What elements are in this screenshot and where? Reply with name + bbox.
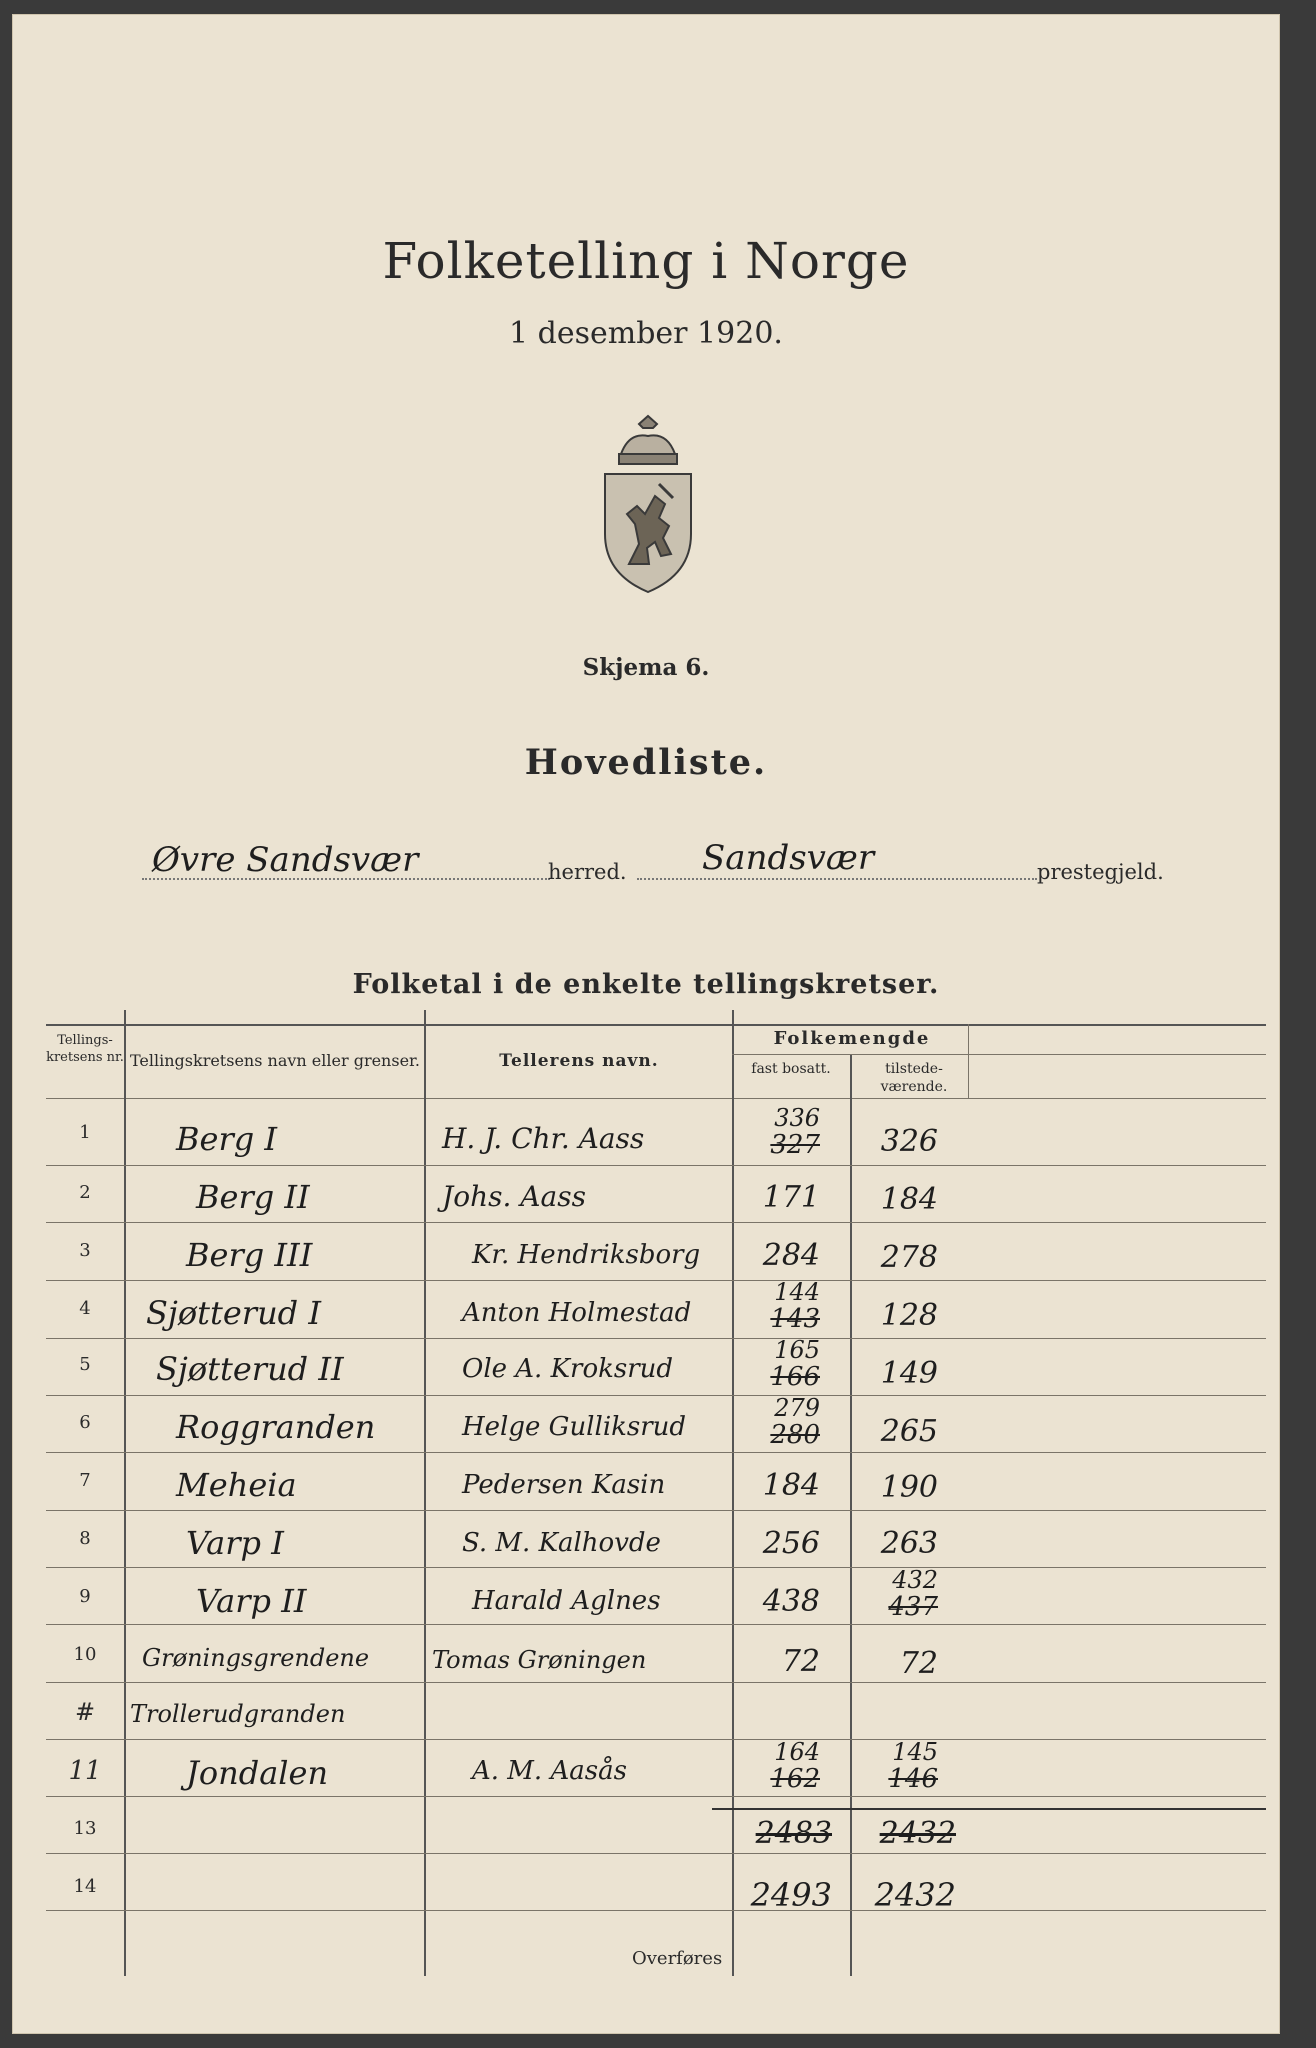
row-tilstede: 263 <box>880 1526 938 1561</box>
row-fast: 72 <box>781 1644 820 1679</box>
row-name: Roggranden <box>176 1408 376 1446</box>
row-fast-old: 280 <box>770 1420 820 1450</box>
herred-dotline <box>142 878 550 880</box>
carry-over-label: Overføres <box>632 1948 723 1969</box>
row-name: Meheia <box>176 1466 297 1504</box>
row-name: Varp II <box>196 1582 307 1620</box>
row-teller: Helge Gulliksrud <box>462 1412 687 1442</box>
row-tilstede: 326 <box>880 1124 938 1159</box>
col-divider <box>424 1010 426 1976</box>
row-name: Sjøtterud I <box>146 1294 321 1332</box>
row-teller: Johs. Aass <box>442 1180 586 1213</box>
row-tilstede: 265 <box>880 1414 938 1449</box>
row-teller: S. M. Kalhovde <box>462 1528 661 1558</box>
row-teller: Harald Aglnes <box>472 1586 661 1616</box>
row-tilstede: 128 <box>880 1298 938 1333</box>
schema-label: Skjema 6. <box>582 654 710 681</box>
table-subtitle: Folketal i de enkelte tellingskretser. <box>352 969 940 1000</box>
row-fast: 284 <box>762 1238 820 1273</box>
row-tilstede: 190 <box>880 1470 938 1505</box>
row-teller: A. M. Aasås <box>472 1756 627 1786</box>
row-fast: 165 <box>774 1336 820 1364</box>
row-nr: 6 <box>79 1412 91 1433</box>
col-divider <box>124 1010 126 1976</box>
row-name: Berg III <box>186 1236 313 1274</box>
row-nr: 2 <box>79 1182 91 1203</box>
row-fast: 144 <box>774 1278 820 1306</box>
row-nr: 1 <box>79 1122 91 1143</box>
row-fast-old: 166 <box>770 1362 820 1392</box>
row-tilstede: 278 <box>880 1240 938 1275</box>
main-heading: Hovedliste. <box>524 742 768 783</box>
row-tilstede: 2432 <box>874 1876 956 1914</box>
row-nr: 7 <box>79 1470 91 1491</box>
row-nr: 11 <box>68 1756 102 1786</box>
prestegjeld-label: prestegjeld. <box>1037 860 1164 884</box>
form-title: Folketelling i Norge <box>382 232 910 290</box>
row-name: Varp I <box>186 1524 284 1562</box>
header-folkemengde: Folkemengde <box>773 1028 931 1049</box>
row-name: Berg II <box>196 1178 310 1216</box>
row-nr: 13 <box>73 1818 97 1839</box>
census-table <box>46 1010 1266 1990</box>
row-nr: 14 <box>73 1876 97 1897</box>
row-teller: Anton Holmestad <box>462 1298 692 1328</box>
row-name: Berg I <box>176 1120 278 1158</box>
row-nr: 9 <box>79 1586 91 1607</box>
row-teller: H. J. Chr. Aass <box>442 1122 645 1155</box>
folkemengde-rule <box>732 1054 1266 1055</box>
norwegian-coat-of-arms-icon <box>599 414 697 594</box>
row-tilstede: 72 <box>899 1646 938 1681</box>
row-fast: 171 <box>762 1180 820 1215</box>
row-fast: 279 <box>774 1394 820 1422</box>
row-fast: 184 <box>762 1468 820 1503</box>
row-nr: 8 <box>79 1528 91 1549</box>
row-name: Jondalen <box>186 1754 329 1792</box>
header-teller: Tellerens navn. <box>499 1051 659 1071</box>
row-tilstede: 145 <box>892 1738 938 1766</box>
row-fast-old: 2483 <box>755 1816 832 1851</box>
header-tilstede: tilstede-værende. <box>880 1061 948 1095</box>
row-fast: 164 <box>774 1738 820 1766</box>
header-nr: Tellings-kretsens nr. <box>46 1033 124 1065</box>
sum-rule <box>712 1808 1266 1810</box>
row-teller: Tomas Grøningen <box>432 1646 647 1674</box>
row-tilstede: 149 <box>880 1356 938 1391</box>
row-fast: 336 <box>774 1104 820 1132</box>
row-fast-old: 143 <box>770 1304 820 1334</box>
prestegjeld-dotline <box>637 878 1037 880</box>
row-nr: 10 <box>73 1644 97 1665</box>
census-form-page <box>12 14 1280 2034</box>
row-fast-old: 327 <box>770 1130 820 1160</box>
row-name: Grøningsgrendene <box>142 1644 370 1672</box>
row-tilstede: 184 <box>880 1182 938 1217</box>
location-line <box>12 834 1280 894</box>
row-tilstede-old: 2432 <box>879 1816 956 1851</box>
row-teller: Pedersen Kasin <box>462 1470 666 1500</box>
row-fast: 256 <box>762 1526 820 1561</box>
row-tilstede-old: 146 <box>888 1764 938 1794</box>
row-fast: 2493 <box>750 1876 832 1914</box>
herred-label: herred. <box>548 860 627 884</box>
prestegjeld-value: Sandsvær <box>702 838 875 878</box>
table-header-rule <box>46 1098 1266 1099</box>
row-nr: # <box>74 1698 96 1726</box>
header-name: Tellingskretsens navn eller grenser. <box>129 1051 421 1070</box>
row-teller: Kr. Hendriksborg <box>472 1240 701 1270</box>
row-fast: 438 <box>762 1584 820 1619</box>
row-tilstede-old: 437 <box>888 1592 938 1622</box>
herred-value: Øvre Sandsvær <box>152 840 419 880</box>
header-fast: fast bosatt. <box>751 1061 831 1077</box>
row-fast-old: 162 <box>770 1764 820 1794</box>
census-date: 1 desember 1920. <box>509 316 783 351</box>
row-teller: Ole A. Kroksrud <box>462 1354 674 1384</box>
table-top-rule <box>46 1024 1266 1026</box>
row-name: Sjøtterud II <box>156 1350 344 1388</box>
row-name: Trollerudgranden <box>130 1700 346 1728</box>
row-nr: 3 <box>79 1240 91 1261</box>
row-nr: 4 <box>79 1298 91 1319</box>
row-nr: 5 <box>79 1354 91 1375</box>
row-tilstede: 432 <box>892 1566 938 1594</box>
